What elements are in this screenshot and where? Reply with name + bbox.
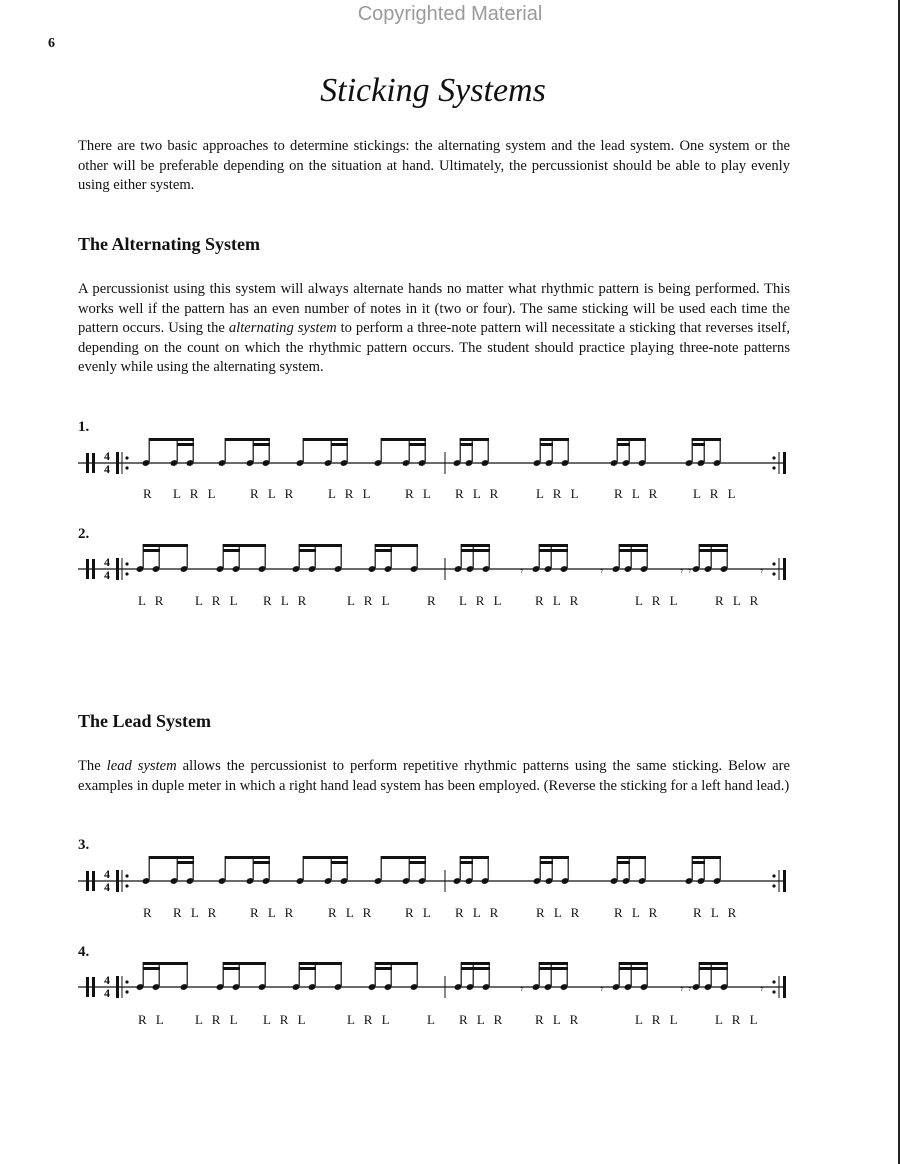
time-signature-bottom: 4 xyxy=(104,986,110,1000)
note-beam xyxy=(375,962,418,965)
time-signature-bottom: 4 xyxy=(104,568,110,582)
example-label: 3. xyxy=(78,837,90,853)
note-beam xyxy=(461,962,490,965)
note-beam xyxy=(539,549,568,552)
sticking-group: R L xyxy=(138,1012,167,1027)
note-beam xyxy=(177,861,194,864)
sticking-group: R L R xyxy=(535,1012,582,1027)
note-beam xyxy=(540,861,553,864)
note-beam xyxy=(223,549,240,552)
example-4-staff xyxy=(74,956,800,1010)
note-beam xyxy=(223,962,266,965)
note-beam xyxy=(540,856,569,859)
repeat-dot xyxy=(125,466,128,469)
example-2-staff xyxy=(74,538,800,592)
sticking-group: R L R xyxy=(459,1012,506,1027)
note-beam xyxy=(375,544,418,547)
note-beam xyxy=(617,438,646,441)
note-beam xyxy=(143,962,188,965)
sticking-group: R xyxy=(143,486,155,501)
note-beam xyxy=(331,443,348,446)
note-beam xyxy=(409,861,426,864)
repeat-thick-bar xyxy=(116,870,119,892)
sticking-group: L R L xyxy=(173,486,219,501)
note-beam xyxy=(143,549,160,552)
repeat-dot xyxy=(772,884,775,887)
note-beam xyxy=(303,438,348,441)
repeat-dot xyxy=(125,562,128,565)
note-beam xyxy=(699,962,728,965)
example-label: 4. xyxy=(78,944,90,960)
sticking-group: L R L xyxy=(693,486,739,501)
alternating-system-paragraph: A percussionist using this system will always alternate hands no matter what rhythmic pattern is being performed. This works well if the pattern has an even number of notes in it (two or four). The same sticking will be used each time the pattern occurs. Using the alternating system to perform a three-note pattern will necessitate a sticking that reverses itself, depending on the count on which the rhythmic pattern occurs. The student should practice playing three-note patterns evenly while using the alternating system. xyxy=(78,281,790,376)
note-beam xyxy=(619,544,648,547)
sixteenth-rest: 𝄾 xyxy=(760,982,764,996)
repeat-dot xyxy=(125,884,128,887)
percussion-clef xyxy=(92,977,95,997)
note-beam xyxy=(299,544,342,547)
repeat-dot xyxy=(772,980,775,983)
note-beam xyxy=(375,549,392,552)
note-beam xyxy=(460,438,489,441)
repeat-thick-bar xyxy=(783,976,786,998)
time-signature-top: 4 xyxy=(104,867,110,881)
percussion-clef xyxy=(92,453,95,473)
sixteenth-rest: 𝄾 xyxy=(600,564,604,578)
sticking-group: R xyxy=(143,905,155,920)
repeat-dot xyxy=(772,466,775,469)
time-signature-top: 4 xyxy=(104,973,110,987)
example-4-sticking xyxy=(0,1012,900,1032)
sticking-group: L R L xyxy=(715,1012,761,1027)
note-beam xyxy=(699,549,728,552)
sticking-group: R L R xyxy=(715,593,762,608)
sticking-group: L R xyxy=(138,593,167,608)
repeat-dot xyxy=(125,990,128,993)
sixteenth-rest: 𝄾 xyxy=(688,564,692,578)
note-beam xyxy=(699,544,728,547)
sticking-group: R L R xyxy=(173,905,220,920)
note-beam xyxy=(299,967,316,970)
note-beam xyxy=(540,443,553,446)
sixteenth-rest: 𝄾 xyxy=(520,564,524,578)
note-beam xyxy=(539,544,568,547)
note-beam xyxy=(461,544,490,547)
sticking-group: L R L xyxy=(195,1012,241,1027)
note-beam xyxy=(461,967,490,970)
percussion-clef xyxy=(86,977,89,997)
note-beam xyxy=(460,861,473,864)
note-beam xyxy=(461,549,490,552)
sticking-group: R L R xyxy=(535,593,582,608)
sticking-group: R xyxy=(427,593,439,608)
sticking-group: R L R xyxy=(693,905,740,920)
sticking-group: R L R xyxy=(614,905,661,920)
sticking-group: R L xyxy=(405,905,434,920)
repeat-dot xyxy=(125,980,128,983)
note-beam xyxy=(617,443,630,446)
alternating-system-heading: The Alternating System xyxy=(78,234,260,254)
note-beam xyxy=(617,856,646,859)
sixteenth-rest: 𝄾 xyxy=(760,564,764,578)
sticking-group: L R L xyxy=(536,486,582,501)
repeat-dot xyxy=(772,990,775,993)
example-label: 1. xyxy=(78,419,90,435)
note-beam xyxy=(381,438,426,441)
sticking-group: L R L xyxy=(328,486,374,501)
percussion-clef xyxy=(92,871,95,891)
percussion-clef xyxy=(92,559,95,579)
sixteenth-rest: 𝄾 xyxy=(680,564,684,578)
sticking-group: R L R xyxy=(250,905,297,920)
note-beam xyxy=(225,856,270,859)
note-beam xyxy=(617,861,630,864)
repeat-dot xyxy=(772,874,775,877)
time-signature-top: 4 xyxy=(104,449,110,463)
repeat-dot xyxy=(772,562,775,565)
sticking-group: R L R xyxy=(614,486,661,501)
sticking-group: L R L xyxy=(263,1012,309,1027)
sticking-group: L R L xyxy=(195,593,241,608)
sticking-group: L R L xyxy=(635,593,681,608)
sixteenth-rest: 𝄾 xyxy=(680,982,684,996)
repeat-thick-bar xyxy=(116,976,119,998)
note-beam xyxy=(692,861,705,864)
note-beam xyxy=(253,443,270,446)
note-beam xyxy=(539,962,568,965)
note-beam xyxy=(692,856,721,859)
note-beam xyxy=(225,438,270,441)
sticking-group: R L R xyxy=(328,905,375,920)
note-beam xyxy=(149,856,194,859)
note-beam xyxy=(381,856,426,859)
note-beam xyxy=(143,544,188,547)
example-1-sticking xyxy=(0,486,900,506)
repeat-dot xyxy=(772,456,775,459)
example-1-staff xyxy=(74,432,800,486)
sticking-group: L R L xyxy=(635,1012,681,1027)
note-beam xyxy=(699,967,728,970)
repeat-thick-bar xyxy=(116,452,119,474)
copyright-watermark: Copyrighted Material xyxy=(357,3,543,25)
sticking-group: R L R xyxy=(250,486,297,501)
example-2-sticking xyxy=(0,593,900,613)
percussion-clef xyxy=(86,453,89,473)
percussion-clef xyxy=(86,871,89,891)
repeat-thick-bar xyxy=(116,558,119,580)
sixteenth-rest: 𝄾 xyxy=(600,982,604,996)
sticking-group: R L R xyxy=(455,905,502,920)
sticking-group: L R L xyxy=(347,1012,393,1027)
sticking-group: R L xyxy=(405,486,434,501)
note-beam xyxy=(253,861,270,864)
note-beam xyxy=(149,438,194,441)
sticking-group: R L R xyxy=(263,593,310,608)
sixteenth-rest: 𝄾 xyxy=(520,982,524,996)
note-beam xyxy=(539,967,568,970)
note-beam xyxy=(460,443,473,446)
note-beam xyxy=(409,443,426,446)
repeat-thick-bar xyxy=(783,452,786,474)
note-beam xyxy=(375,967,392,970)
repeat-thick-bar xyxy=(783,558,786,580)
note-beam xyxy=(223,544,266,547)
sticking-group: L xyxy=(427,1012,438,1027)
note-beam xyxy=(540,438,569,441)
note-beam xyxy=(143,967,160,970)
sticking-group: L R L xyxy=(347,593,393,608)
repeat-dot xyxy=(125,874,128,877)
page-title: Sticking Systems xyxy=(320,72,546,109)
note-beam xyxy=(177,443,194,446)
note-beam xyxy=(619,962,648,965)
repeat-thick-bar xyxy=(783,870,786,892)
example-3-staff xyxy=(74,850,800,904)
sticking-group: R L R xyxy=(455,486,502,501)
time-signature-bottom: 4 xyxy=(104,880,110,894)
note-beam xyxy=(692,438,721,441)
lead-system-heading: The Lead System xyxy=(78,711,212,731)
note-beam xyxy=(460,856,489,859)
note-beam xyxy=(619,967,648,970)
repeat-dot xyxy=(772,572,775,575)
sticking-group: R L R xyxy=(536,905,583,920)
percussion-clef xyxy=(86,559,89,579)
time-signature-top: 4 xyxy=(104,555,110,569)
example-label: 2. xyxy=(78,526,90,542)
repeat-dot xyxy=(125,572,128,575)
note-beam xyxy=(692,443,705,446)
note-beam xyxy=(299,549,316,552)
note-beam xyxy=(299,962,342,965)
note-beam xyxy=(223,967,240,970)
example-3-sticking xyxy=(0,905,900,925)
sixteenth-rest: 𝄾 xyxy=(688,982,692,996)
note-beam xyxy=(331,861,348,864)
time-signature-bottom: 4 xyxy=(104,462,110,476)
note-beam xyxy=(619,549,648,552)
lead-system-paragraph: The lead system allows the percussionist to perform repetitive rhythmic patterns using the same sticking. Below are examples in duple meter in which a right hand lead system has been employed. (Reverse the sticking for a left hand lead.) xyxy=(78,758,790,794)
page-number: 6 xyxy=(48,36,55,51)
note-beam xyxy=(303,856,348,859)
sticking-group: L R L xyxy=(459,593,505,608)
intro-paragraph: There are two basic approaches to determine stickings: the alternating system and the lead system. One system or the other will be preferable depending on the situation at hand. Ultimately, the percussionist should be able to play evenly using either system. xyxy=(78,138,790,194)
repeat-dot xyxy=(125,456,128,459)
